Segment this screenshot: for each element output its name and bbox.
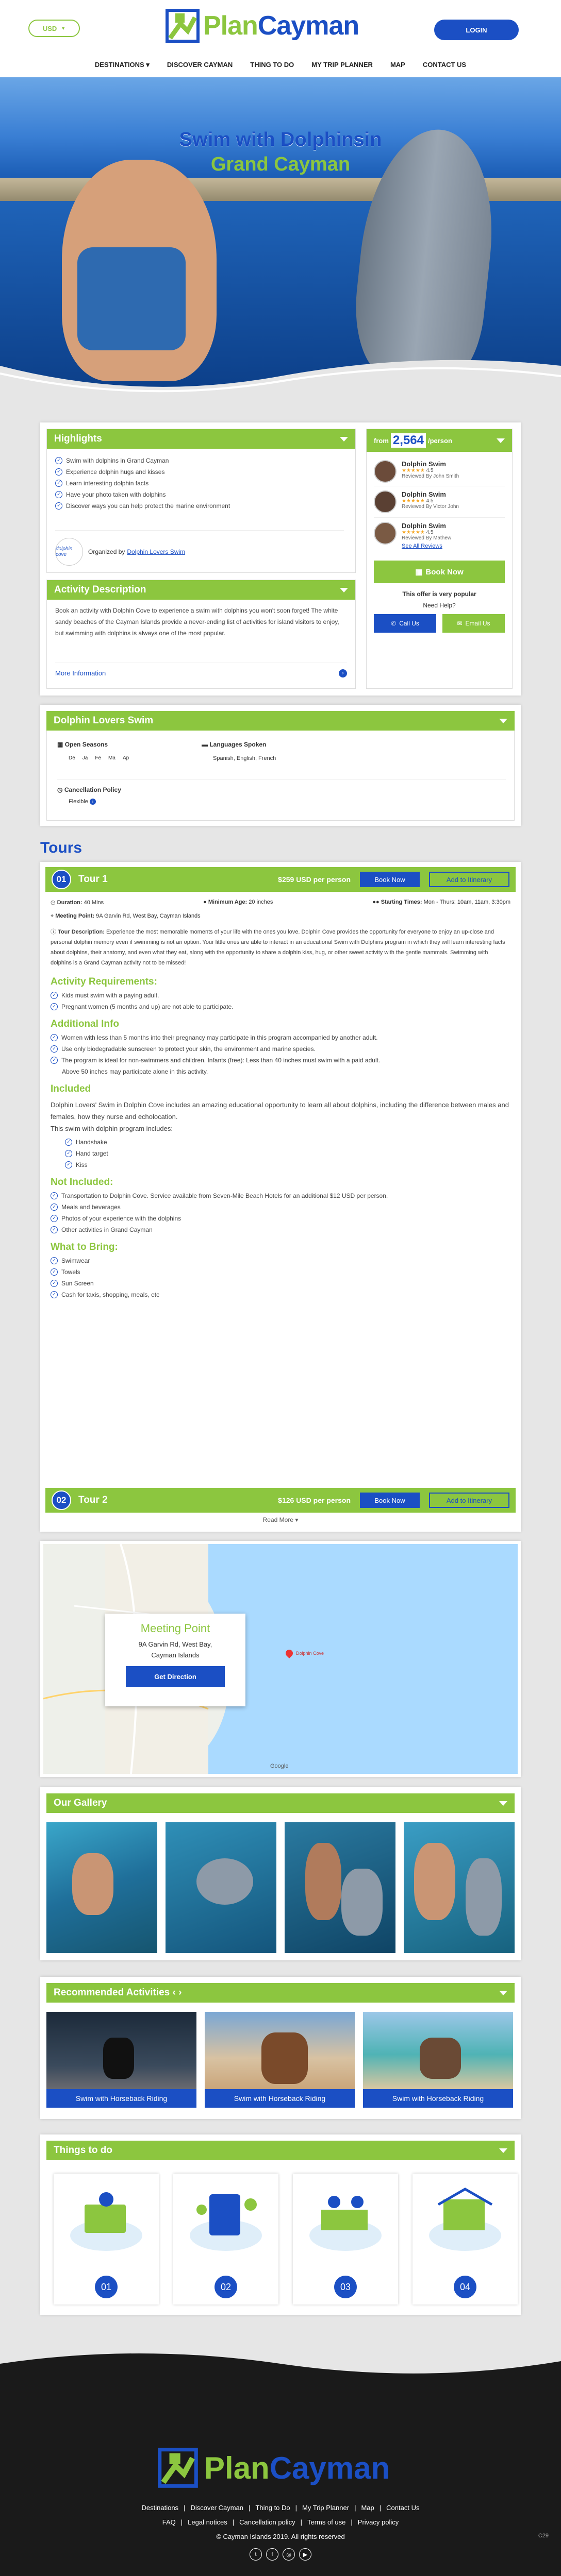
list-item: ✓ Swim with dolphins in Grand Cayman: [55, 457, 347, 464]
things-header[interactable]: Things to do: [46, 2141, 515, 2160]
list-item: ✓ Sun Screen: [51, 1280, 510, 1287]
additional-info-title: Additional Info: [51, 1019, 119, 1029]
overview-panel: [40, 422, 521, 696]
footer-code: C29: [538, 2533, 549, 2539]
get-direction-button[interactable]: Get Direction: [126, 1666, 225, 1687]
logo-icon: [165, 8, 200, 43]
map-panel: [40, 1541, 521, 1777]
collapse-icon: [340, 588, 348, 592]
collapse-icon: [499, 719, 507, 723]
footer-nav: Destinations | Discover Cayman | Thing to Do | My Trip Planner | Map | Contact Us: [141, 2504, 420, 2512]
gallery-grid: [46, 1822, 515, 1953]
add-to-itinerary-button[interactable]: Add to Itinerary: [429, 1493, 509, 1508]
arrow-right-icon: ›: [339, 669, 347, 677]
thing-number: 02: [214, 2276, 237, 2298]
footer-logo-text: PlanCayman: [204, 2450, 390, 2485]
book-now-button[interactable]: Book Now: [360, 1493, 420, 1508]
booking-panel: [366, 429, 513, 689]
gallery-panel: [40, 1787, 521, 1960]
organizer-row: [55, 530, 344, 566]
avatar: [374, 490, 397, 513]
gallery-photo[interactable]: [166, 1822, 276, 1953]
organizer-link[interactable]: Dolphin Lovers Swim: [127, 548, 186, 555]
provider-panel: [40, 705, 521, 826]
footer-link[interactable]: Legal notices: [188, 2518, 227, 2526]
activity-card: [46, 580, 356, 689]
need-help-label: Need Help?: [423, 602, 456, 609]
footer-logo[interactable]: [155, 2447, 390, 2488]
highlights-card: [46, 429, 356, 573]
thing-card[interactable]: [54, 2174, 159, 2304]
thing-card[interactable]: [173, 2174, 278, 2304]
avatar: [374, 460, 397, 483]
footer-link[interactable]: Thing to Do: [255, 2504, 290, 2512]
activity-photo: [205, 2012, 355, 2089]
check-icon: ✓: [55, 480, 62, 487]
main-content: [40, 422, 521, 2315]
list-item: ✓ Kiss: [65, 1161, 510, 1168]
phone-icon: ✆: [391, 620, 397, 627]
list-item: ✓ Other activities in Grand Cayman: [51, 1226, 510, 1233]
reviews-list: [367, 452, 512, 558]
list-item: ✓ Transportation to Dolphin Cove. Service available from Seven-Mile Beach Hotels for an additional $12 USD per person.: [51, 1192, 510, 1199]
email-us-button[interactable]: ✉ Email Us: [442, 614, 505, 633]
meeting-address-line2: Cayman Islands: [151, 1651, 200, 1659]
requirements-title: Activity Requirements:: [51, 976, 157, 987]
twitter-icon[interactable]: t: [250, 2548, 262, 2561]
site-footer: [0, 2349, 561, 2576]
nav-thing-to-do[interactable]: THING TO DO: [250, 61, 294, 69]
group-icon: ●●: [372, 899, 380, 905]
nav-contact-us[interactable]: CONTACT US: [422, 61, 467, 69]
meeting-point-card: [105, 1614, 245, 1706]
nav-discover-cayman[interactable]: DISCOVER CAYMAN: [167, 61, 233, 69]
nav-my-trip-planner[interactable]: MY TRIP PLANNER: [311, 61, 373, 69]
list-item: ✓ Use only biodegradable sunscreen to protect your skin, the environment and marine species.: [51, 1045, 510, 1053]
check-icon: ✓: [55, 457, 62, 464]
organizer-logo: dolphin cove: [55, 538, 83, 566]
list-item: ✓ Photos of your experience with the dolphins: [51, 1215, 510, 1222]
read-more-link[interactable]: Read More ▾: [262, 1516, 299, 1523]
highlights-header[interactable]: Highlights: [47, 429, 355, 449]
thing-illustration-icon: [293, 2174, 398, 2266]
recommended-list: [46, 2012, 515, 2108]
activity-card[interactable]: [205, 2012, 355, 2108]
activity-photo: [46, 2012, 196, 2089]
add-to-itinerary-button[interactable]: Add to Itinerary: [429, 872, 509, 887]
instagram-icon[interactable]: ◎: [283, 2548, 295, 2561]
social-links: [0, 2548, 561, 2561]
included-title: Included: [51, 1083, 91, 1094]
call-us-button[interactable]: ✆ Call Us: [374, 614, 436, 633]
gallery-header[interactable]: Our Gallery: [46, 1793, 515, 1813]
map-brand: Google: [270, 1763, 289, 1769]
hero-wave: [0, 345, 561, 402]
thing-card[interactable]: [293, 2174, 398, 2304]
thing-number: 01: [95, 2276, 118, 2298]
next-icon[interactable]: ›: [178, 1987, 182, 1998]
activity-title: Swim with Horseback Riding: [205, 2089, 355, 2108]
activity-header[interactable]: Activity Description: [47, 580, 355, 600]
list-item: ✓ The program is ideal for non-swimmers and children. Infants (free): Less than 40 inches must swim with a paid adult.: [51, 1057, 510, 1064]
not-included-title: Not Included:: [51, 1177, 113, 1188]
thing-illustration-icon: [412, 2174, 518, 2266]
language-icon: ▬: [202, 741, 208, 748]
price-bar: from 2,564 /person: [367, 429, 512, 452]
list-item: ✓ Kids must swim with a paying adult.: [51, 992, 510, 999]
hero-subtitle: Grand Cayman: [210, 154, 351, 175]
tours-panel: [40, 862, 521, 1532]
list-item: ✓ Hand target: [65, 1150, 510, 1157]
info-icon: ⓘ: [51, 929, 56, 935]
clock-icon: ◷: [51, 900, 56, 906]
thing-illustration-icon: [54, 2174, 159, 2266]
tour-2-header[interactable]: 02 Tour 2 $126 USD per person Book Now Add to Itinerary: [45, 1488, 516, 1513]
list-item: ✓ Women with less than 5 months into their pregnancy may participate in this program accompanied by another adult.: [51, 1034, 510, 1041]
open-seasons: ▦ Open Seasons De Ja Fe Ma Ap: [57, 741, 129, 761]
provider-header[interactable]: Dolphin Lovers Swim: [46, 711, 515, 731]
footer-legal: FAQ | Legal notices | Cancellation policy | Terms of use | Privacy policy: [162, 2518, 399, 2526]
recommended-header: Recommended Activities ‹ ›: [46, 1983, 515, 2003]
youtube-icon[interactable]: ▶: [299, 2548, 311, 2561]
gallery-photo[interactable]: [46, 1822, 157, 1953]
avatar: [374, 522, 397, 545]
site-header: [0, 0, 561, 77]
review-item: Dolphin Swim ★★★★★ 4.5 Reviewed By Mathew See All Reviews: [374, 518, 505, 553]
footer-link[interactable]: Terms of use: [307, 2518, 346, 2526]
nav-destinations[interactable]: DESTINATIONS ▾: [94, 61, 150, 69]
activity-title: Swim with Horseback Riding: [46, 2089, 196, 2108]
clock-icon: ◷: [57, 786, 63, 793]
things-list: [46, 2174, 515, 2304]
footer-link[interactable]: Privacy policy: [357, 2518, 399, 2526]
thing-number: 04: [454, 2276, 476, 2298]
list-item: ✓ Handshake: [65, 1139, 510, 1146]
info-extra: Above 50 inches may participate alone in this activity.: [62, 1068, 208, 1075]
organizer-prefix: Organized by: [88, 548, 125, 555]
tours-heading: Tours: [40, 839, 82, 856]
thing-number: 03: [334, 2276, 357, 2298]
mail-icon: ✉: [457, 620, 463, 627]
currency-label: USD: [42, 24, 57, 32]
footer-link[interactable]: Cancellation policy: [239, 2518, 295, 2526]
currency-select[interactable]: [28, 20, 80, 37]
review-item: Dolphin Swim ★★★★★ 4.5 Reviewed By John Smith: [374, 457, 505, 486]
see-all-reviews-link[interactable]: See All Reviews: [402, 543, 442, 549]
prev-icon[interactable]: ‹: [172, 1987, 176, 1998]
hero-banner: [0, 77, 561, 402]
cancellation-policy: ◷ Cancellation Policy Flexible i: [57, 779, 506, 805]
main-nav: [0, 61, 561, 69]
list-item: ✓ Have your photo taken with dolphins: [55, 491, 347, 498]
activity-photo: [363, 2012, 513, 2089]
things-panel: [40, 2134, 521, 2315]
meeting-point-title: Meeting Point: [140, 1622, 210, 1635]
book-now-button[interactable]: ▦ Book Now: [374, 561, 505, 583]
highlights-list: [47, 449, 355, 518]
activity-text: Book an activity with Dolphin Cove to experience a swim with dolphins you won't soon forget! The white sandy beaches of the Cayman Islands provide a never-ending list of activities for island visitors to enjoy, but swimming with dolphins is always one of the most popular.: [55, 607, 339, 637]
more-info-row[interactable]: More Information ›: [55, 663, 347, 677]
collapse-icon: [499, 1801, 507, 1806]
site-logo[interactable]: [165, 8, 359, 43]
included-text: Dolphin Lovers' Swim in Dolphin Cove includes an amazing educational opportunity to learn all about dolphins, including the difference between males and females, how they nurse and echolocation.: [51, 1101, 509, 1121]
list-item: ✓ Pregnant women (5 months and up) are not able to participate.: [51, 1003, 510, 1010]
footer-wave: [0, 2348, 561, 2384]
footer-link[interactable]: My Trip Planner: [302, 2504, 350, 2512]
price-amount: 2,564: [391, 433, 426, 448]
footer-link[interactable]: Destinations: [141, 2504, 179, 2512]
gallery-photo[interactable]: [285, 1822, 395, 1953]
gallery-photo[interactable]: [404, 1822, 515, 1953]
list-item: ✓ Meals and beverages: [51, 1204, 510, 1211]
included-text-2: This swim with dolphin program includes:: [51, 1125, 173, 1132]
logo-text: PlanCayman: [203, 11, 359, 41]
what-to-bring-title: What to Bring:: [51, 1242, 118, 1252]
list-item: ✓ Towels: [51, 1268, 510, 1276]
collapse-icon: [499, 1991, 507, 1995]
login-button[interactable]: LOGIN: [434, 20, 519, 40]
map-pin-label: Dolphin Cove: [296, 1651, 324, 1656]
footer-link[interactable]: Discover Cayman: [190, 2504, 244, 2512]
activity-card[interactable]: [363, 2012, 513, 2108]
popular-note: This offer is very popular: [402, 590, 476, 598]
list-item: ✓ Experience dolphin hugs and kisses: [55, 468, 347, 476]
footer-link[interactable]: FAQ: [162, 2518, 176, 2526]
list-item: ✓ Discover ways you can help protect the marine environment: [55, 502, 347, 510]
footer-link[interactable]: Contact Us: [386, 2504, 420, 2512]
check-icon: ✓: [55, 491, 62, 498]
thing-card[interactable]: [412, 2174, 518, 2304]
tour-1-header[interactable]: 01 Tour 1 $259 USD per person Book Now Add to Itinerary: [45, 867, 516, 892]
activity-card[interactable]: [46, 2012, 196, 2108]
info-icon: i: [90, 799, 96, 805]
collapse-icon: [340, 437, 348, 442]
check-icon: ✓: [55, 468, 62, 476]
book-now-button[interactable]: Book Now: [360, 872, 420, 887]
languages: ▬ Languages Spoken Spanish, English, French: [202, 741, 276, 761]
contact-buttons: [374, 614, 505, 633]
review-item: Dolphin Swim ★★★★★ 4.5 Reviewed By Victor John: [374, 486, 505, 518]
check-icon: ✓: [55, 502, 62, 510]
map-view[interactable]: [43, 1544, 518, 1774]
logo-icon: [155, 2447, 201, 2488]
meeting-address-line1: 9A Garvin Rd, West Bay,: [138, 1640, 212, 1648]
tour-1-details: ◷ Duration: 40 Mins ● Minimum Age: 20 inches ●● Starting Times: Mon - Thurs: 10am, 11am, 3:30pm ⌖ Meeting Point: 9A Garvin Rd, West Bay, Cayman Islands ⓘ Tour Description: Experience the most memorable moments of your life with the ones you love. Dolphin Cove provides the opportunity for everyone to enjoy an up-close and personal dolphin memory even if swimming is not an option. Your little ones are able to interact in an educational Swim with Dolphins program in which they will learn interesting facts about dolphins, their anatomy, and even what they eat, along with the opportunity to share a dolphin kiss, hug, or other sweet activity with the gentle mammals. Swimming with dolphins is a Grand Cayman activity not to be missed! Activity Requirements: ✓ Kids must swim with a paying adult. ✓ Pregnant women (5 months and up) are not able to participate. Additional Info ✓ Women with less than 5 months into their pregnancy may participate in this program accompanied by another adult. ✓ Use only biodegradable sunscreen to protect your skin, the environment and marine species. ✓ The program is ideal for non-swimmers and children. Infants (free): Less than 40 inches must swim with a paid adult. Above 50 inches may participate alone in this activity. Included Dolphin Lovers' Swim in Dolphin Cove includes an amazing educational opportunity to learn all about dolphins, including the difference between males and females, how they nurse and echolocation. This swim with dolphin program includes: ✓ Handshake ✓ Hand target ✓ Kiss Not Included: ✓ Transportation to Dolphin Cove. Service available from Seven-Mile Beach Hotels for an additional $12 USD per person. ✓ Meals and beverages ✓ Photos of your experience with the dolphins ✓ Other activities in Grand Cayman What to Bring: ✓ Swimwear ✓ Towels ✓ Sun Screen ✓ Cash for taxis, shopping, meals, etc: [51, 899, 510, 1298]
recommended-panel: [40, 1977, 521, 2119]
list-item: ✓ Swimwear: [51, 1257, 510, 1264]
nav-map[interactable]: MAP: [390, 61, 405, 69]
calendar-icon: ▦: [415, 568, 423, 577]
calendar-icon: ▦: [57, 741, 63, 748]
footer-link[interactable]: Map: [361, 2504, 374, 2512]
activity-title: Swim with Horseback Riding: [363, 2089, 513, 2108]
thing-illustration-icon: [173, 2174, 278, 2266]
hero-title: Swim with Dolphinsin: [179, 129, 382, 150]
location-icon: ⌖: [51, 913, 54, 919]
copyright: © Cayman Islands 2019. All rights reserved: [216, 2533, 345, 2540]
chevron-down-icon: ▼: [61, 26, 66, 31]
facebook-icon[interactable]: f: [266, 2548, 278, 2561]
list-item: ✓ Learn interesting dolphin facts: [55, 480, 347, 487]
person-icon: ●: [203, 899, 207, 905]
collapse-icon: [499, 2148, 507, 2153]
list-item: ✓ Cash for taxis, shopping, meals, etc: [51, 1291, 510, 1298]
